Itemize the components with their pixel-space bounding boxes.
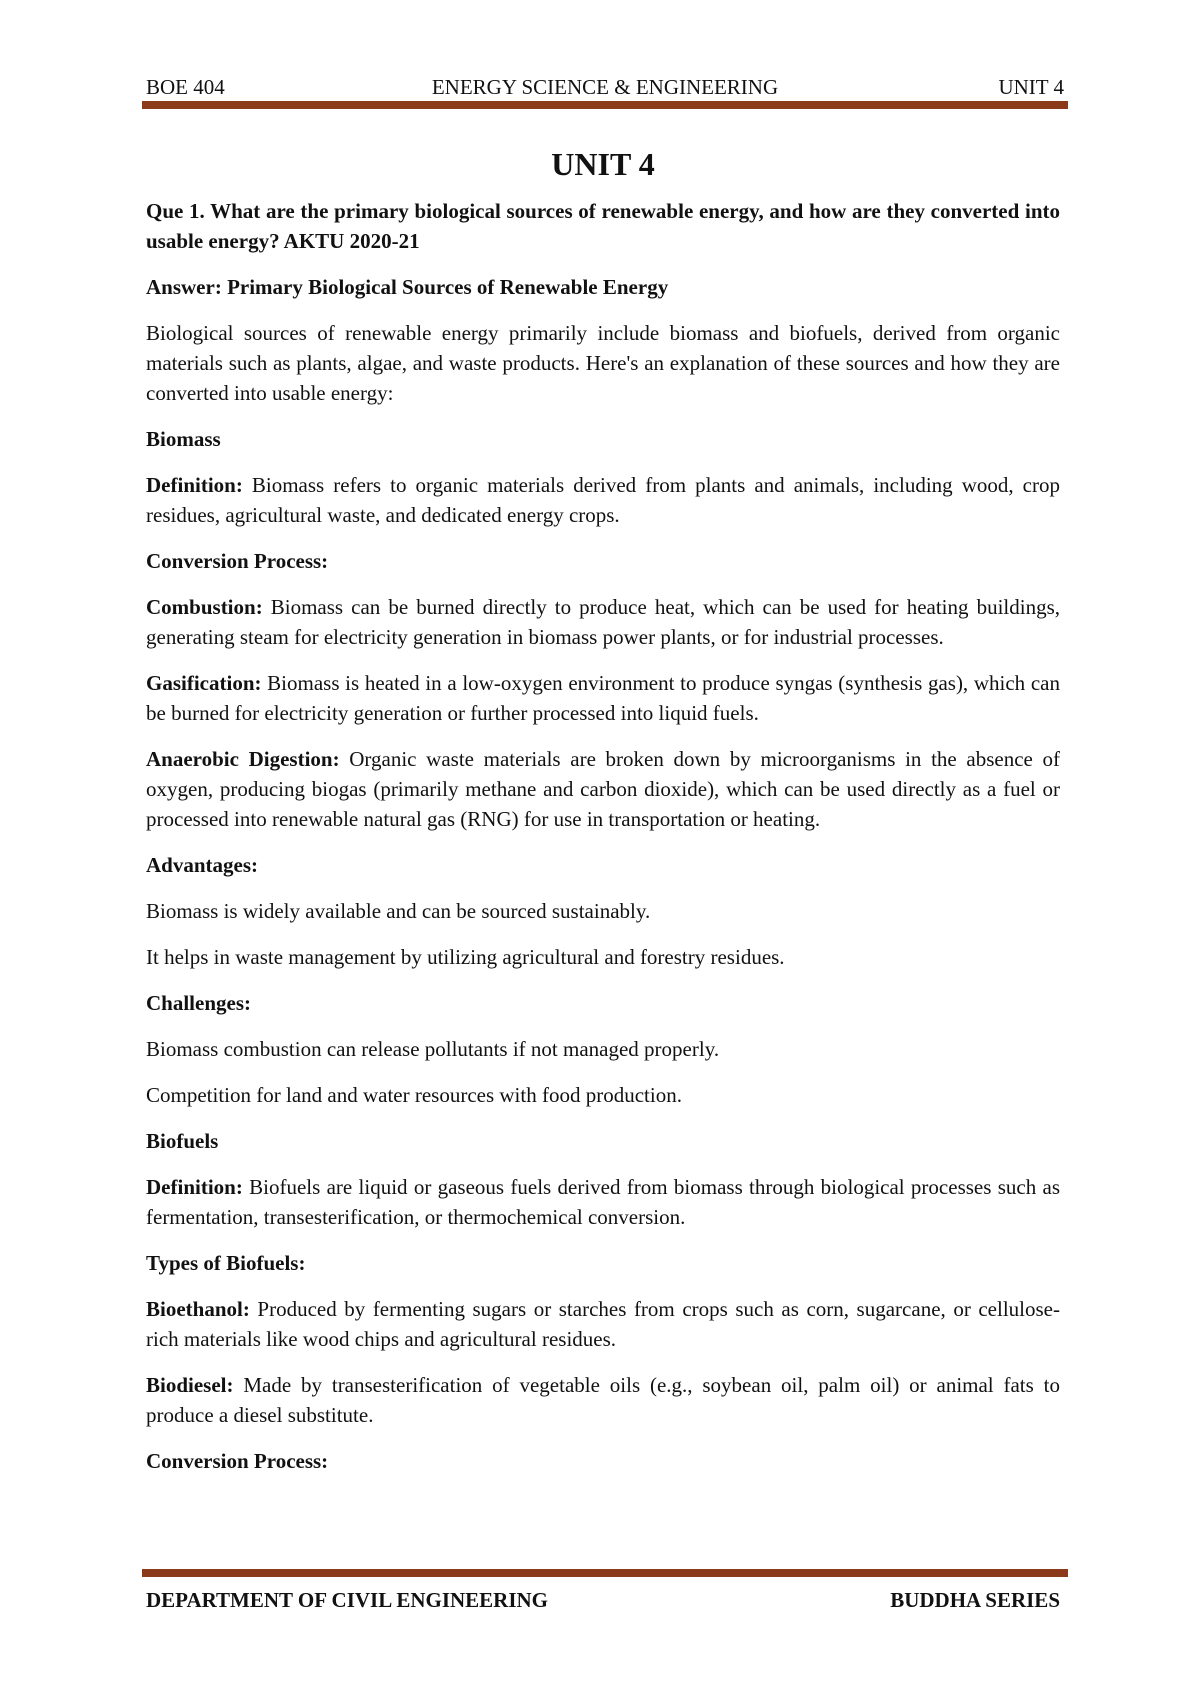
header-rule [142, 101, 1068, 109]
biodiesel-label: Biodiesel: [146, 1373, 234, 1397]
biodiesel-paragraph [146, 1370, 1060, 1430]
bioethanol-label: Bioethanol: [146, 1297, 250, 1321]
header-course-code: BOE 404 [146, 75, 225, 99]
biomass-conversion-heading: Conversion Process: [146, 549, 329, 573]
biofuel-types-heading: Types of Biofuels: [146, 1251, 306, 1275]
question-text: Que 1. What are the primary biological sources of renewable energy, and how are they converted into usable energy? AKTU 2020-21 [146, 199, 1060, 253]
gasification-paragraph [146, 668, 1060, 728]
biomass-definition-text: Biomass refers to organic materials derived from plants and animals, including wood, crop residues, agricultural waste, and dedicated energy crops. [146, 473, 1060, 527]
combustion-label: Combustion: [146, 595, 263, 619]
anaerobic-label: Anaerobic Digestion: [146, 747, 340, 771]
biomass-definition-label: Definition: [146, 473, 243, 497]
page-title: UNIT 4 [551, 146, 655, 182]
bioethanol-text: Produced by fermenting sugars or starches from crops such as corn, sugarcane, or cellulose-rich materials like wood chips and agricultural residues. [146, 1297, 1060, 1351]
gasification-text: Biomass is heated in a low-oxygen environment to produce syngas (synthesis gas), which can be burned for electricity generation or further processed into liquid fuels. [146, 671, 1060, 725]
intro-paragraph: Biological sources of renewable energy primarily include biomass and biofuels, derived from organic materials such as plants, algae, and waste products. Here's an explanation of these sources and how they are converted into usable energy: [146, 321, 1060, 405]
combustion-text: Biomass can be burned directly to produce heat, which can be used for heating buildings, generating steam for electricity generation in biomass power plants, or for industrial processes. [146, 595, 1060, 649]
biofuels-definition-label: Definition: [146, 1175, 243, 1199]
page-content [146, 142, 1060, 1492]
biofuels-definition-text: Biofuels are liquid or gaseous fuels derived from biomass through biological processes such as fermentation, transesterification, or thermochemical conversion. [146, 1175, 1060, 1229]
biofuels-definition [146, 1172, 1060, 1232]
footer-rule [142, 1569, 1068, 1577]
advantages-heading: Advantages: [146, 853, 259, 877]
biomass-heading: Biomass [146, 427, 221, 451]
header-course-title: ENERGY SCIENCE & ENGINEERING [431, 75, 779, 99]
anaerobic-text: Organic waste materials are broken down by microorganisms in the absence of oxygen, producing biogas (primarily methane and carbon dioxide), which can be used directly as a fuel or processed into renewable natural gas (RNG) for use in transportation or heating. [146, 747, 1060, 831]
challenge-item: Biomass combustion can release pollutants if not managed properly. [146, 1037, 720, 1061]
answer-heading: Answer: Primary Biological Sources of Renewable Energy [146, 275, 669, 299]
gasification-label: Gasification: [146, 671, 262, 695]
page-header [146, 72, 1064, 102]
challenge-item: Competition for land and water resources with food production. [146, 1083, 682, 1107]
footer-series: BUDDHA SERIES [890, 1588, 1060, 1612]
anaerobic-paragraph [146, 744, 1060, 834]
header-unit: UNIT 4 [998, 75, 1064, 99]
biofuels-conversion-heading: Conversion Process: [146, 1449, 329, 1473]
biomass-definition [146, 470, 1060, 530]
page-footer [146, 1585, 1060, 1615]
biodiesel-text: Made by transesterification of vegetable oils (e.g., soybean oil, palm oil) or animal fats to produce a diesel substitute. [146, 1373, 1060, 1427]
footer-department: DEPARTMENT OF CIVIL ENGINEERING [146, 1588, 549, 1612]
combustion-paragraph [146, 592, 1060, 652]
bioethanol-paragraph [146, 1294, 1060, 1354]
challenges-heading: Challenges: [146, 991, 251, 1015]
advantage-item: Biomass is widely available and can be sourced sustainably. [146, 899, 651, 923]
advantage-item: It helps in waste management by utilizing agricultural and forestry residues. [146, 945, 785, 969]
biofuels-heading: Biofuels [146, 1129, 219, 1153]
